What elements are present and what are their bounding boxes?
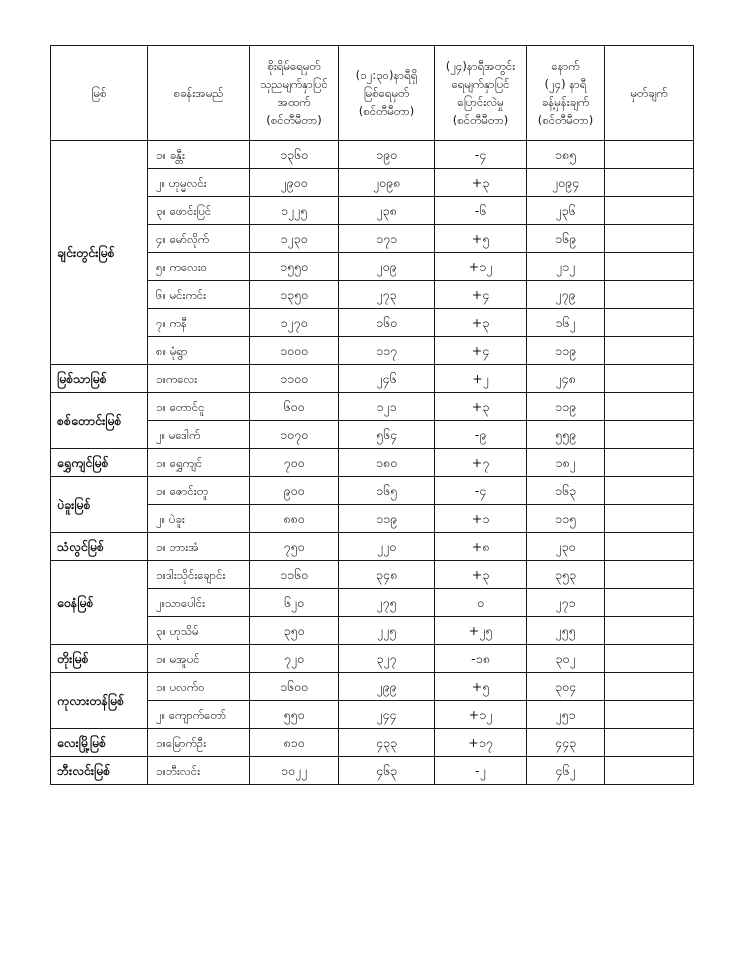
remarks-cell: [605, 477, 694, 505]
station-name-cell: ၇။ ကနီ: [148, 309, 250, 337]
station-name-cell: ၁။ဘီးလင်း: [148, 757, 250, 785]
forecast-cell: ၂၀၉၄: [527, 169, 605, 197]
station-name-cell: ၂။ ဟုမ္မလင်း: [148, 169, 250, 197]
remarks-cell: [605, 505, 694, 533]
danger-level-cell: ၈၈၀: [250, 505, 339, 533]
water-level-cell: ၁၆၀: [339, 309, 435, 337]
remarks-cell: [605, 365, 694, 393]
station-name-cell: ၂။ ကျောက်တော်: [148, 701, 250, 729]
header-river: မြစ်: [51, 46, 148, 141]
danger-level-cell: ၃၅၀: [250, 617, 339, 645]
change-cell: -၄: [435, 477, 527, 505]
table-row: [51, 337, 694, 365]
danger-level-cell: ၆၀၀: [250, 393, 339, 421]
header-change-24h: (၂၄)နာရီအတွင်း ရေမျက်နှာပြင် ပြောင်းလဲမှု (စင်တီမီတာ): [435, 46, 527, 141]
danger-level-cell: ၉၀၀: [250, 477, 339, 505]
station-name-cell: ၁။ ဇောင်းတူ: [148, 477, 250, 505]
forecast-cell: ၂၃၆: [527, 197, 605, 225]
forecast-cell: ၁၁၅: [527, 505, 605, 533]
river-name-cell: သံလွင်မြစ်: [51, 533, 148, 561]
water-level-cell: ၄၆၃: [339, 757, 435, 785]
change-cell: -၂: [435, 757, 527, 785]
danger-level-cell: ၁၀၂၂: [250, 757, 339, 785]
remarks-cell: [605, 281, 694, 309]
station-name-cell: ၅။ ကလေးဝ: [148, 253, 250, 281]
danger-level-cell: ၁၁၆၀: [250, 561, 339, 589]
water-level-cell: ၂၃၈: [339, 197, 435, 225]
forecast-cell: ၁၁၉: [527, 337, 605, 365]
water-level-cell: ၂၄၄: [339, 701, 435, 729]
danger-level-cell: ၁၅၅၀: [250, 253, 339, 281]
change-cell: +၃: [435, 393, 527, 421]
water-level-cell: ၄၃၃: [339, 729, 435, 757]
change-cell: +၃: [435, 169, 527, 197]
table-row: [51, 365, 694, 393]
header-danger-level: စိုးရိမ်ရေမှတ် သုညမျက်နှာပြင် အထက် (စင်တီမီတာ): [250, 46, 339, 141]
change-cell: +၃: [435, 561, 527, 589]
table-row: [51, 393, 694, 421]
river-name-cell: လေးမြို့မြစ်: [51, 729, 148, 757]
remarks-cell: [605, 645, 694, 673]
table-row: [51, 449, 694, 477]
table-row: [51, 505, 694, 533]
change-cell: -၉: [435, 421, 527, 449]
change-cell: +၂: [435, 365, 527, 393]
remarks-cell: [605, 729, 694, 757]
river-name-cell: တိုးမြစ်: [51, 645, 148, 673]
table-row: [51, 197, 694, 225]
table-row: [51, 645, 694, 673]
table-row: [51, 253, 694, 281]
remarks-cell: [605, 225, 694, 253]
remarks-cell: [605, 169, 694, 197]
river-name-cell: ချင်းတွင်းမြစ်: [51, 141, 148, 365]
station-name-cell: ၁။ ခန္တီး: [148, 141, 250, 169]
table-row: [51, 477, 694, 505]
change-cell: +၈: [435, 533, 527, 561]
change-cell: +၅: [435, 225, 527, 253]
forecast-cell: ၄၄၃: [527, 729, 605, 757]
water-level-cell: ၁၁၉: [339, 505, 435, 533]
forecast-cell: ၂၅၅: [527, 617, 605, 645]
table-body: [51, 141, 694, 785]
remarks-cell: [605, 141, 694, 169]
forecast-cell: ၃၀၂: [527, 645, 605, 673]
danger-level-cell: ၂၉၀၀: [250, 169, 339, 197]
water-level-cell: ၁၆၅: [339, 477, 435, 505]
water-level-cell: ၁၁၇: [339, 337, 435, 365]
change-cell: +၂၅: [435, 617, 527, 645]
river-name-cell: စစ်တောင်းမြစ်: [51, 393, 148, 449]
danger-level-cell: ၁၆၀၀: [250, 673, 339, 701]
change-cell: +၁: [435, 505, 527, 533]
danger-level-cell: ၁၁၀၀: [250, 365, 339, 393]
danger-level-cell: ၇၂၀: [250, 645, 339, 673]
remarks-cell: [605, 589, 694, 617]
remarks-cell: [605, 421, 694, 449]
change-cell: +၁၂: [435, 701, 527, 729]
table-row: [51, 589, 694, 617]
forecast-cell: ၁၈၂: [527, 449, 605, 477]
header-remarks: မှတ်ချက်: [605, 46, 694, 141]
change-cell: +၁၇: [435, 729, 527, 757]
table-row: [51, 309, 694, 337]
remarks-cell: [605, 337, 694, 365]
forecast-cell: ၂၁၂: [527, 253, 605, 281]
forecast-cell: ၃၀၄: [527, 673, 605, 701]
water-level-cell: ၂၄၆: [339, 365, 435, 393]
remarks-cell: [605, 757, 694, 785]
water-level-cell: ၁၈၀: [339, 449, 435, 477]
water-level-cell: ၂၂၀: [339, 533, 435, 561]
station-name-cell: ၁။ကလေး: [148, 365, 250, 393]
station-name-cell: ၃။ ဖောင်းပြင်: [148, 197, 250, 225]
danger-level-cell: ၁၀၀၀: [250, 337, 339, 365]
danger-level-cell: ၆၂၀: [250, 589, 339, 617]
forecast-cell: ၂၅၁: [527, 701, 605, 729]
river-name-cell: မြစ်သာမြစ်: [51, 365, 148, 393]
water-level-cell: ၂၀၉၈: [339, 169, 435, 197]
water-level-cell: ၃၄၈: [339, 561, 435, 589]
forecast-cell: ၁၆၉: [527, 225, 605, 253]
remarks-cell: [605, 701, 694, 729]
table-row: [51, 533, 694, 561]
danger-level-cell: ၁၂၃၀: [250, 225, 339, 253]
water-level-cell: ၂၉၉: [339, 673, 435, 701]
table-row: [51, 561, 694, 589]
change-cell: -၄: [435, 141, 527, 169]
station-name-cell: ၁။ ပလက်ဝ: [148, 673, 250, 701]
remarks-cell: [605, 309, 694, 337]
remarks-cell: [605, 197, 694, 225]
station-name-cell: ၃။ ဟုသိမ်: [148, 617, 250, 645]
station-name-cell: ၁။ မအူပင်: [148, 645, 250, 673]
water-level-cell: ၂၀၉: [339, 253, 435, 281]
danger-level-cell: ၁၃၆၀: [250, 141, 339, 169]
water-level-cell: ၁၇၁: [339, 225, 435, 253]
remarks-cell: [605, 673, 694, 701]
change-cell: +၄: [435, 281, 527, 309]
header-station: စခန်းအမည်: [148, 46, 250, 141]
remarks-cell: [605, 253, 694, 281]
danger-level-cell: ၅၅၀: [250, 701, 339, 729]
table-row: [51, 141, 694, 169]
remarks-cell: [605, 533, 694, 561]
river-name-cell: ရွှေကျင်မြစ်: [51, 449, 148, 477]
table-row: [51, 225, 694, 253]
table-row: [51, 421, 694, 449]
water-level-cell: ၂၂၅: [339, 617, 435, 645]
change-cell: -၆: [435, 197, 527, 225]
water-level-cell: ၅၆၄: [339, 421, 435, 449]
table-row: [51, 701, 694, 729]
station-name-cell: ၂။ ပဲခူး: [148, 505, 250, 533]
remarks-cell: [605, 561, 694, 589]
water-level-cell: ၁၉၀: [339, 141, 435, 169]
forecast-cell: ၂၄၈: [527, 365, 605, 393]
forecast-cell: ၁၁၉: [527, 393, 605, 421]
water-level-cell: ၂၇၃: [339, 281, 435, 309]
table-row: [51, 729, 694, 757]
forecast-cell: ၁၈၅: [527, 141, 605, 169]
forecast-cell: ၅၅၉: [527, 421, 605, 449]
forecast-cell: ၁၆၂: [527, 309, 605, 337]
station-name-cell: ၁။ ရွှေကျင်: [148, 449, 250, 477]
header-water-level: (၁၂:၃၀)နာရီရှိ မြစ်ရေမှတ် (စင်တီမီတာ): [339, 46, 435, 141]
forecast-cell: ၂၇၉: [527, 281, 605, 309]
change-cell: +၁၂: [435, 253, 527, 281]
station-name-cell: ၁။ဒါးသိုင်းချောင်း: [148, 561, 250, 589]
danger-level-cell: ၁၂၂၅: [250, 197, 339, 225]
remarks-cell: [605, 449, 694, 477]
header-forecast-24h: နောက် (၂၄) နာရီ ခန့်မှန်းချက် (စင်တီမီတာ): [527, 46, 605, 141]
table-row: [51, 617, 694, 645]
river-name-cell: ပဲခူးမြစ်: [51, 477, 148, 533]
remarks-cell: [605, 617, 694, 645]
river-name-cell: ဝေနံမြစ်: [51, 561, 148, 645]
station-name-cell: ၆။ မင်းကင်း: [148, 281, 250, 309]
station-name-cell: ၁။မြောက်ဦး: [148, 729, 250, 757]
station-name-cell: ၄။ မော်လိုက်: [148, 225, 250, 253]
danger-level-cell: ၁၀၇၀: [250, 421, 339, 449]
station-name-cell: ၂။ မဒေါက်: [148, 421, 250, 449]
change-cell: +၄: [435, 337, 527, 365]
table-row: [51, 673, 694, 701]
forecast-cell: ၃၅၃: [527, 561, 605, 589]
danger-level-cell: ၇၅၀: [250, 533, 339, 561]
remarks-cell: [605, 393, 694, 421]
forecast-cell: ၁၆၃: [527, 477, 605, 505]
danger-level-cell: ၁၃၅၀: [250, 281, 339, 309]
change-cell: +၇: [435, 449, 527, 477]
table-row: [51, 281, 694, 309]
change-cell: ၀: [435, 589, 527, 617]
water-level-cell: ၁၂၁: [339, 393, 435, 421]
forecast-cell: ၄၆၂: [527, 757, 605, 785]
station-name-cell: ၁။ ဘားအံ: [148, 533, 250, 561]
table-row: [51, 757, 694, 785]
forecast-cell: ၂၇၁: [527, 589, 605, 617]
station-name-cell: ၁။ တောင်ငူ: [148, 393, 250, 421]
forecast-cell: ၂၃၀: [527, 533, 605, 561]
danger-level-cell: ၁၂၇၀: [250, 309, 339, 337]
table-row: [51, 169, 694, 197]
change-cell: -၁၈: [435, 645, 527, 673]
danger-level-cell: ၇၀၀: [250, 449, 339, 477]
station-name-cell: ၈။ မုံရွာ: [148, 337, 250, 365]
danger-level-cell: ၈၁၀: [250, 729, 339, 757]
river-name-cell: ကုလားတန်မြစ်: [51, 673, 148, 729]
table-header-row: [51, 46, 694, 141]
river-name-cell: ဘီးလင်းမြစ်: [51, 757, 148, 785]
water-level-cell: ၂၇၅: [339, 589, 435, 617]
change-cell: +၅: [435, 673, 527, 701]
change-cell: +၃: [435, 309, 527, 337]
river-water-level-table: [50, 45, 694, 785]
station-name-cell: ၂။သာပေါင်း: [148, 589, 250, 617]
water-level-cell: ၃၂၇: [339, 645, 435, 673]
